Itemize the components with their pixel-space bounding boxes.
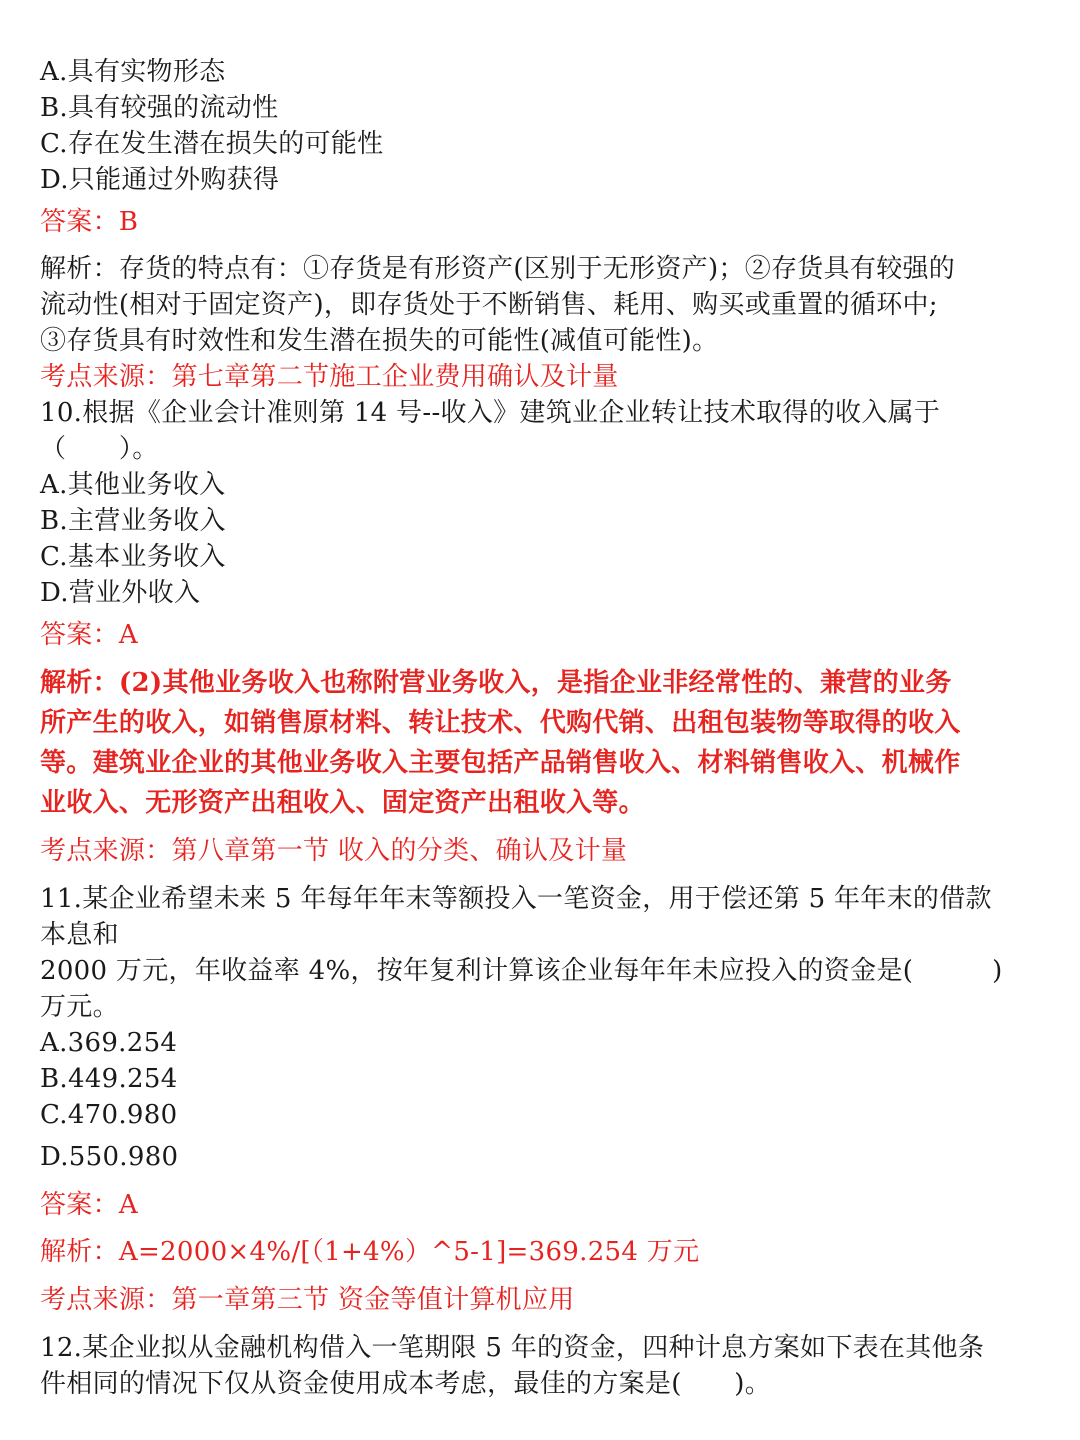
- q11-stem-line-4: 万元。: [40, 992, 119, 1022]
- q10-analysis-line-1: 解析：(2)其他业务收入也称附营业务收入，是指企业非经常性的、兼营的业务: [40, 668, 952, 698]
- q11-stem-line-2: 本息和: [40, 920, 119, 950]
- q9-source: 考点来源：第七章第二节施工企业费用确认及计量: [40, 362, 619, 392]
- q11-answer: 答案：A: [40, 1190, 138, 1220]
- q9-analysis-line-2: 流动性(相对于固定资产)，即存货处于不断销售、耗用、购买或重置的循环中;: [40, 290, 938, 320]
- q10-answer: 答案：A: [40, 620, 138, 650]
- q11-option-a: A.369.254: [40, 1028, 178, 1058]
- q11-stem-line-3: 2000 万元，年收益率 4%，按年复利计算该企业每年年未应投入的资金是( ): [40, 956, 1003, 986]
- q11-option-b: B.449.254: [40, 1064, 178, 1094]
- q10-source: 考点来源：第八章第一节 收入的分类、确认及计量: [40, 836, 628, 866]
- q9-option-b: B.具有较强的流动性: [40, 93, 279, 123]
- q10-analysis-line-2: 所产生的收入，如销售原材料、转让技术、代购代销、出租包装物等取得的收入: [40, 708, 961, 738]
- q11-analysis: 解析：A=2000×4%/[（1+4%）^5-1]=369.254 万元: [40, 1237, 700, 1267]
- q10-stem-line-2: （ ）。: [40, 434, 159, 464]
- q10-option-b: B.主营业务收入: [40, 506, 226, 536]
- q10-option-a: A.其他业务收入: [40, 470, 226, 500]
- q9-option-d: D.只能通过外购获得: [40, 165, 280, 195]
- q10-analysis-line-4: 业收入、无形资产出租收入、固定资产出租收入等。: [40, 788, 645, 818]
- q11-stem-line-1: 11.某企业希望未来 5 年每年年末等额投入一笔资金，用于偿还第 5 年年末的借款: [40, 884, 992, 914]
- q9-analysis-line-3: ③存货具有时效性和发生潜在损失的可能性(减值可能性)。: [40, 326, 719, 356]
- q10-option-c: C.基本业务收入: [40, 542, 226, 572]
- q10-option-d: D.营业外收入: [40, 578, 201, 608]
- q9-analysis-line-1: 解析：存货的特点有：①存货是有形资产(区别于无形资产)；②存货具有较强的: [40, 254, 956, 284]
- q10-analysis-line-3: 等。建筑业企业的其他业务收入主要包括产品销售收入、材料销售收入、机械作: [40, 748, 961, 778]
- q9-option-a: A.具有实物形态: [40, 57, 226, 87]
- q11-option-d: D.550.980: [40, 1142, 179, 1172]
- q11-source: 考点来源：第一章第三节 资金等值计算机应用: [40, 1285, 575, 1315]
- q12-stem-line-2: 件相同的情况下仅从资金使用成本考虑，最佳的方案是( )。: [40, 1369, 771, 1399]
- q12-stem-line-1: 12.某企业拟从金融机构借入一笔期限 5 年的资金，四种计息方案如下表在其他条: [40, 1333, 985, 1363]
- q10-stem-line-1: 10.根据《企业会计准则第 14 号--收入》建筑业企业转让技术取得的收入属于: [40, 398, 941, 428]
- q9-option-c: C.存在发生潜在损失的可能性: [40, 129, 384, 159]
- q9-answer: 答案：B: [40, 207, 139, 237]
- q11-option-c: C.470.980: [40, 1100, 178, 1130]
